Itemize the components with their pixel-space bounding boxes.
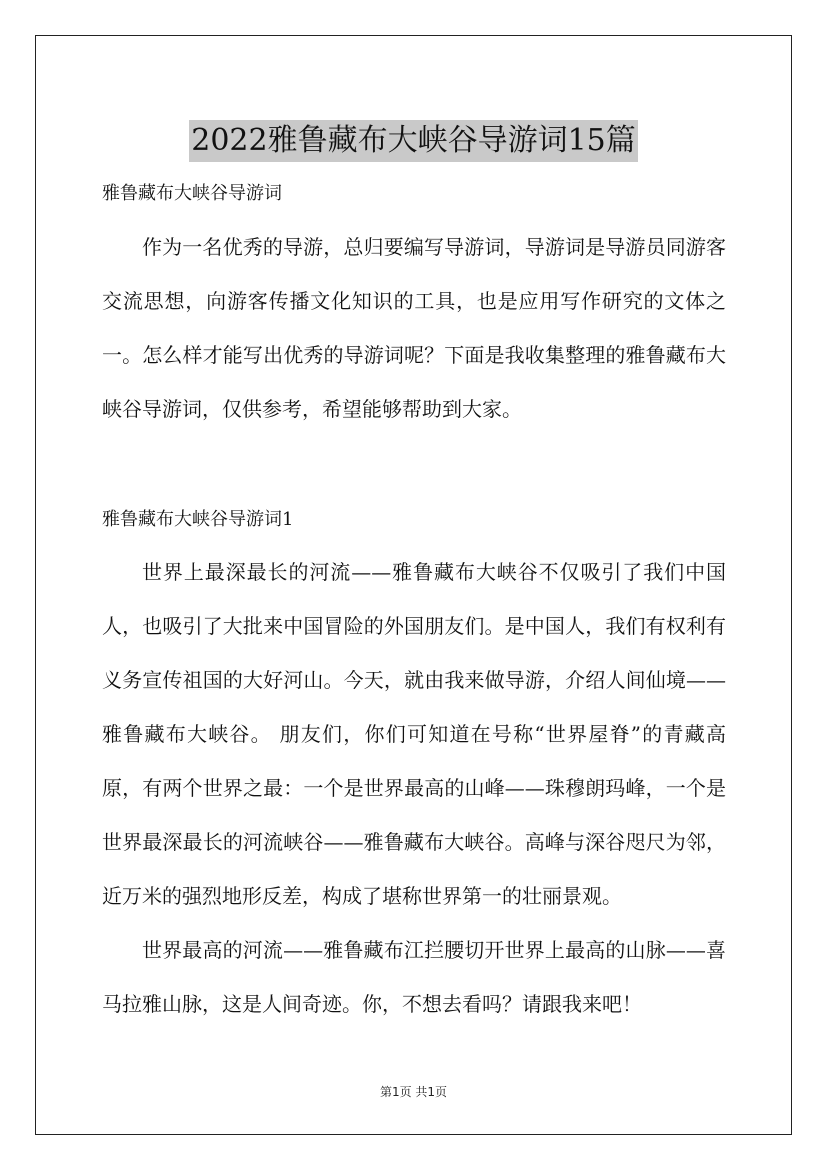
- document-title: 2022雅鲁藏布大峡谷导游词15篇: [189, 120, 638, 162]
- title-container: [0, 100, 827, 182]
- paragraph-1-2: 世界最高的河流——雅鲁藏布江拦腰切开世界上最高的山脉——喜马拉雅山脉，这是人间奇迹。你，不想去看吗？请跟我来吧！: [102, 938, 726, 1016]
- paragraph-intro: 作为一名优秀的导游，总归要编写导游词，导游词是导游员同游客交流思想，向游客传播文化知识的工具，也是应用写作研究的文体之一。怎么样才能写出优秀的导游词呢？下面是我收集整理的雅鲁藏布大峡谷导游词，仅供参考，希望能够帮助到大家。: [102, 235, 726, 421]
- paragraph-1-1: 世界上最深最长的河流——雅鲁藏布大峡谷不仅吸引了我们中国人，也吸引了大批来中国冒险的外国朋友们。是中国人，我们有权利有义务宣传祖国的大好河山。今天，就由我来做导游，介绍人间仙境——雅鲁藏布大峡谷。 朋友们，你们可知道在号称“世界屋脊”的青藏高原，有两个世界之最：一个是世界最高的山峰——珠穆朗玛峰，一个是世界最深最长的河流峡谷——雅鲁藏布大峡谷。高峰与深谷咫尺为邻，近万米的强烈地形反差，构成了堪称世界第一的壮丽景观。: [102, 560, 726, 908]
- page-footer: 第1页 共1页: [379, 1085, 448, 1099]
- section-heading-1: 雅鲁藏布大峡谷导游词1: [102, 509, 294, 530]
- section-heading-intro: 雅鲁藏布大峡谷导游词: [102, 183, 282, 204]
